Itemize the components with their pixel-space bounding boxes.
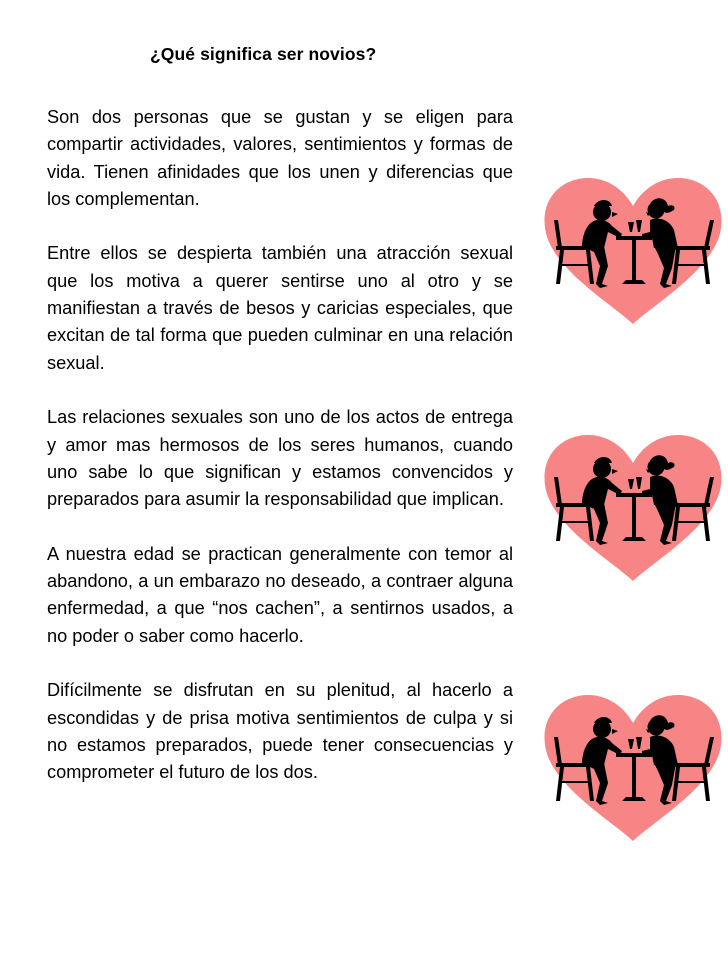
heart-couple-kissing-icon	[542, 176, 724, 326]
heart-couple-svg	[542, 176, 724, 326]
page-title: ¿Qué significa ser novios?	[150, 44, 377, 64]
heart-couple-kissing-icon	[542, 693, 724, 843]
heart-couple-kissing-icon	[542, 433, 724, 583]
paragraph-1: Son dos personas que se gustan y se eligen para compartir actividades, valores, sentimientos y formas de vida. Tienen afinidades que los unen y diferencias que los complementan.	[47, 107, 513, 209]
heart-couple-svg	[542, 693, 724, 843]
paragraph-4: A nuestra edad se practican generalmente con temor al abandono, a un embarazo no deseado, a contraer alguna enfermedad, a que “nos cachen”, a sentirnos usados, a no poder o saber como hacerlo.	[47, 543, 513, 646]
heart-couple-svg	[542, 433, 724, 583]
paragraph-5: Difícilmente se disfrutan en su plenitud, al hacerlo a escondidas y de prisa motiva sentimientos de culpa y si no estamos preparados, puede tener consecuencias y comprometer el futuro de los dos.	[47, 680, 513, 783]
paragraph-3: Las relaciones sexuales son uno de los actos de entrega y amor mas hermosos de los seres humanos, cuando uno sabe lo que significan y estamos convencidos y preparados para asumir la responsabilidad que implican.	[47, 407, 513, 510]
paragraph-2: Entre ellos se despierta también una atracción sexual que los motiva a querer sentirse uno al otro y se manifiestan a través de besos y caricias especiales, que excitan de tal forma que pueden culminar en una relación sexual.	[47, 243, 513, 373]
body-text	[47, 104, 513, 814]
